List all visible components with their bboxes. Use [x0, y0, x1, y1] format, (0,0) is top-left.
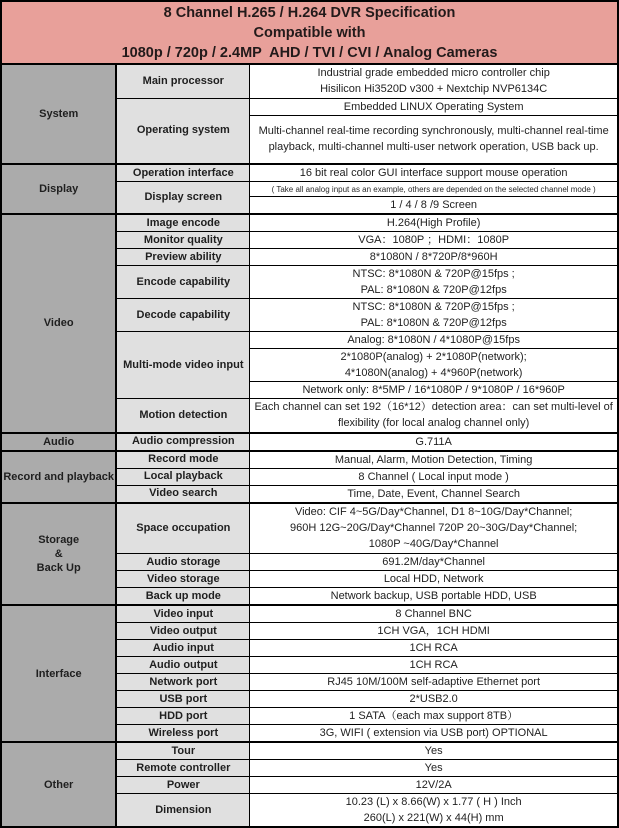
spec-name-preview-ability: Preview ability: [116, 249, 249, 266]
spec-value-wireless-port: [250, 725, 618, 743]
value-line: 1 SATA（each max support 8TB）: [349, 710, 519, 722]
spec-name-audio-output: Audio output: [116, 657, 249, 674]
spec-value-power: [250, 777, 618, 794]
section-video: [1, 214, 618, 433]
section-storage-back-up: [1, 503, 618, 606]
spec-name-operation-interface: Operation interface: [116, 164, 249, 182]
section-system: [1, 64, 618, 164]
category-label-line: Storage: [38, 533, 80, 546]
value-line: PAL: 8*1080N & 720P@12fps: [360, 284, 507, 296]
spec-name-remote-controller: Remote controller: [116, 760, 249, 777]
category-cell-video: [1, 214, 116, 433]
spec-name-record-mode: Record mode: [116, 451, 249, 469]
value-line: Network only: 8*5MP / 16*1080P / 9*1080P / 16*960P: [302, 384, 565, 396]
value-line: 960H 12G~20G/Day*Channel 720P 20~30G/Day*Channel;: [290, 522, 578, 535]
spec-name-operating-system: Operating system: [116, 98, 249, 164]
value-line: 691.2M/day*Channel: [382, 556, 486, 568]
category-cell-record-and-playback: [1, 451, 116, 503]
spec-name-monitor-quality: Monitor quality: [116, 232, 249, 249]
value-line: Local HDD, Network: [383, 573, 484, 585]
value-line: 1 / 4 / 8 /9 Screen: [390, 199, 478, 211]
value-line: Video: CIF 4~5G/Day*Channel, D1 8~10G/Day*Channel;: [294, 506, 573, 519]
spec-name-wireless-port: Wireless port: [116, 725, 249, 743]
spec-value-operating-system-0: [250, 98, 618, 115]
category-label-line: &: [54, 547, 63, 560]
spec-value-usb-port: [250, 691, 618, 708]
spec-name-back-up-mode: Back up mode: [116, 588, 249, 606]
spec-name-power: Power: [116, 777, 249, 794]
spec-value-display-screen-1: [250, 197, 618, 215]
spec-value-preview-ability: [250, 249, 618, 266]
category-label-line: Display: [39, 183, 79, 195]
spec-value-space-occupation: [250, 503, 618, 554]
spec-name-network-port: Network port: [116, 674, 249, 691]
sheet-header: [0, 0, 619, 63]
value-line: VGA：1080P ；HDMI：1080P: [358, 234, 510, 246]
spec-name-video-storage: Video storage: [116, 571, 249, 588]
value-line: 4*1080N(analog) + 4*960P(network): [344, 367, 523, 379]
spec-name-audio-compression: Audio compression: [116, 433, 249, 451]
value-line: Embedded LINUX Operating System: [343, 100, 524, 113]
spec-value-monitor-quality: [250, 232, 618, 249]
value-line: 1CH VGA，1CH HDMI: [377, 625, 490, 637]
spec-value-multi-mode-video-input-2: [250, 382, 618, 399]
spec-value-video-output: [250, 623, 618, 640]
value-line: Time, Date, Event, Channel Search: [347, 487, 520, 500]
spec-value-audio-compression: [250, 433, 618, 451]
category-cell-storage-back-up: [1, 503, 116, 606]
value-line: 8*1080N / 8*720P/8*960H: [369, 251, 498, 263]
table-row: [1, 742, 618, 760]
table-row: [1, 451, 618, 469]
value-line: NTSC: 8*1080N & 720P@15fps ;: [352, 301, 515, 313]
value-line: Yes: [424, 745, 443, 757]
spec-value-decode-capability: [250, 299, 618, 332]
spec-name-image-encode: Image encode: [116, 214, 249, 232]
value-line: ( Take all analog input as an example, others are depended on the selected channel mode ): [271, 184, 596, 194]
category-label-line: Audio: [43, 435, 75, 448]
spec-value-display-screen-0: [250, 182, 618, 197]
spec-value-hdd-port: [250, 708, 618, 725]
value-line: 8 Channel BNC: [395, 608, 472, 620]
category-label-line: Record and playback: [3, 470, 114, 483]
category-label-line: Video: [43, 317, 74, 330]
spec-name-motion-detection: Motion detection: [116, 399, 249, 433]
spec-name-video-input: Video input: [116, 605, 249, 623]
value-line: 16 bit real color GUI interface support mouse operation: [299, 167, 568, 179]
category-cell-interface: [1, 605, 116, 742]
spec-value-back-up-mode: [250, 588, 618, 606]
spec-name-encode-capability: Encode capability: [116, 266, 249, 299]
spec-value-network-port: [250, 674, 618, 691]
table-row: [1, 433, 618, 451]
section-display: [1, 164, 618, 214]
value-line: Industrial grade embedded micro controller chip: [317, 67, 550, 80]
title-line-2: Compatible with: [253, 25, 366, 41]
spec-value-record-mode: [250, 451, 618, 469]
spec-name-dimension: Dimension: [116, 794, 249, 828]
value-line: 2*USB2.0: [409, 693, 458, 705]
value-line: G.711A: [415, 435, 452, 448]
value-line: Hisilicon Hi3520D v300 + Nextchip NVP6134C: [320, 83, 548, 96]
spec-name-audio-input: Audio input: [116, 640, 249, 657]
category-cell-audio: [1, 433, 116, 451]
category-label-line: Interface: [35, 667, 82, 680]
spec-name-video-search: Video search: [116, 485, 249, 503]
spec-name-space-occupation: Space occupation: [116, 503, 249, 554]
spec-value-video-search: [250, 485, 618, 503]
category-cell-other: [1, 742, 116, 827]
value-line: 3G, WIFI ( extension via USB port) OPTIONAL: [319, 727, 548, 739]
spec-name-audio-storage: Audio storage: [116, 554, 249, 571]
spec-value-multi-mode-video-input-0: [250, 332, 618, 349]
spec-name-hdd-port: HDD port: [116, 708, 249, 725]
value-line: H.264(High Profile): [386, 217, 481, 229]
category-label-line: System: [39, 108, 79, 120]
spec-value-dimension: [250, 794, 618, 828]
value-line: 260(L) x 221(W) x 44(H) mm: [363, 812, 504, 824]
value-line: PAL: 8*1080N & 720P@12fps: [360, 317, 507, 329]
title-line-3: 1080p / 720p / 2.4MP AHD / TVI / CVI / Analog Cameras: [121, 45, 498, 61]
spec-name-tour: Tour: [116, 742, 249, 760]
spec-value-remote-controller: [250, 760, 618, 777]
spec-value-tour: [250, 742, 618, 760]
value-line: RJ45 10M/100M self-adaptive Ethernet port: [327, 676, 541, 688]
spec-value-audio-storage: [250, 554, 618, 571]
table-row: [1, 164, 618, 182]
spec-name-multi-mode-video-input: Multi-mode video input: [116, 332, 249, 399]
table-row: [1, 64, 618, 98]
value-line: 1080P ~40G/Day*Channel: [368, 538, 499, 551]
value-line: NTSC: 8*1080N & 720P@15fps ;: [352, 268, 515, 280]
spec-value-audio-output: [250, 657, 618, 674]
value-line: Manual, Alarm, Motion Detection, Timing: [334, 453, 533, 466]
table-row: [1, 503, 618, 554]
spec-name-main-processor: Main processor: [116, 64, 249, 98]
value-line: 10.23 (L) x 8.66(W) x 1.77 ( H ) Inch: [345, 796, 522, 808]
spec-value-video-storage: [250, 571, 618, 588]
spec-value-multi-mode-video-input-1: [250, 349, 618, 382]
category-cell-system: [1, 64, 116, 164]
value-line: 12V/2A: [415, 779, 452, 791]
value-line: 1CH RCA: [409, 642, 458, 654]
value-line: Network backup, USB portable HDD, USB: [330, 590, 537, 602]
spec-name-local-playback: Local playback: [116, 468, 249, 485]
section-record-and-playback: [1, 451, 618, 503]
spec-name-display-screen: Display screen: [116, 182, 249, 215]
title-line-1: 8 Channel H.265 / H.264 DVR Specification: [163, 5, 456, 21]
spec-value-image-encode: [250, 214, 618, 232]
spec-name-video-output: Video output: [116, 623, 249, 640]
spec-name-usb-port: USB port: [116, 691, 249, 708]
value-line: Each channel can set 192（16*12）detection area：can set multi-level of flexibility (for local analog channel only): [254, 401, 613, 430]
spec-value-local-playback: [250, 468, 618, 485]
spec-value-operation-interface: [250, 164, 618, 182]
section-audio: [1, 433, 618, 451]
spec-name-decode-capability: Decode capability: [116, 299, 249, 332]
spec-value-operating-system-1: [250, 115, 618, 164]
section-interface: [1, 605, 618, 742]
value-line: Yes: [424, 762, 443, 774]
spec-value-motion-detection: [250, 399, 618, 433]
table-row: [1, 214, 618, 232]
category-cell-display: [1, 164, 116, 214]
table-row: [1, 605, 618, 623]
spec-value-audio-input: [250, 640, 618, 657]
category-label-line: Back Up: [36, 561, 81, 574]
spec-value-main-processor: [250, 64, 618, 98]
spec-table: [0, 63, 619, 828]
value-line: Analog: 8*1080N / 4*1080P@15fps: [347, 334, 520, 346]
value-line: 8 Channel ( Local input mode ): [358, 470, 509, 483]
spec-value-video-input: [250, 605, 618, 623]
value-line: 1CH RCA: [409, 659, 458, 671]
category-label-line: Other: [44, 778, 74, 791]
section-other: [1, 742, 618, 827]
value-line: Multi-channel real-time recording synchronously, multi-channel real-time playback, multi-channel multi-user network operation, USB back up.: [258, 125, 609, 154]
value-line: 2*1080P(analog) + 2*1080P(network);: [340, 351, 527, 363]
spec-value-encode-capability: [250, 266, 618, 299]
